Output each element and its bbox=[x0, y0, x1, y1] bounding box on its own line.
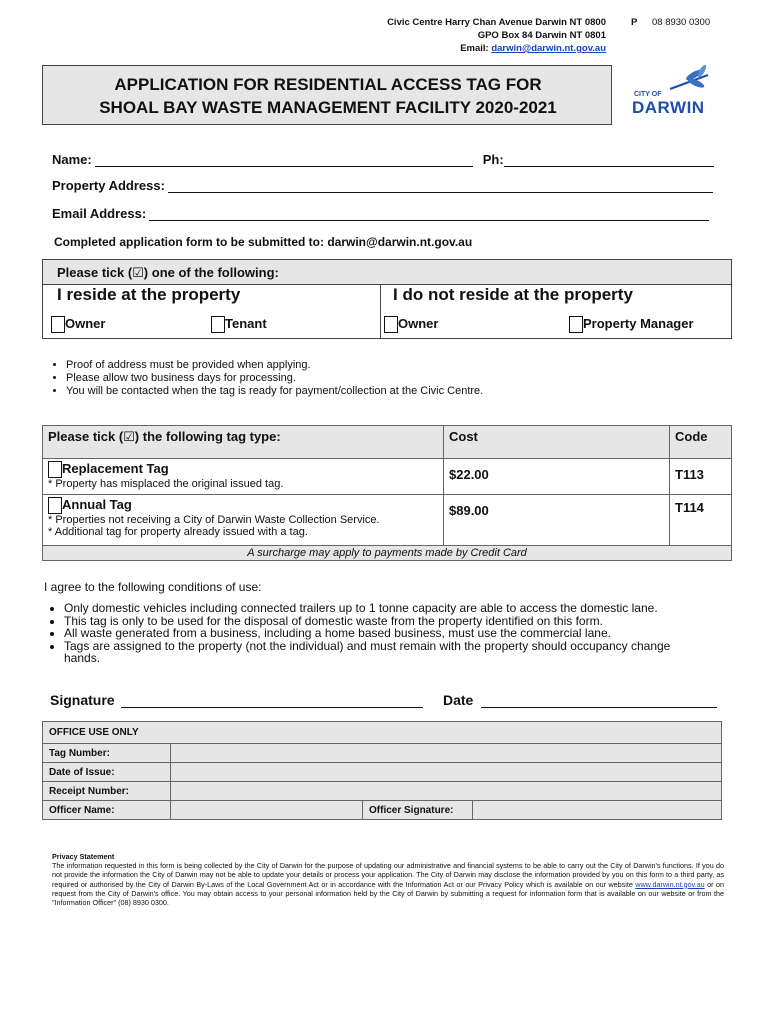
officer-name-label: Officer Name: bbox=[43, 801, 171, 820]
officer-name-input[interactable] bbox=[171, 801, 363, 820]
form-title-line1: APPLICATION FOR RESIDENTIAL ACCESS TAG FOR bbox=[114, 75, 542, 94]
email-address-input[interactable] bbox=[149, 208, 709, 221]
date-of-issue-label: Date of Issue: bbox=[43, 763, 171, 782]
owner-option[interactable] bbox=[51, 316, 105, 333]
header-code: Code bbox=[670, 426, 732, 459]
receipt-number-label: Receipt Number: bbox=[43, 782, 171, 801]
title-box bbox=[42, 65, 730, 125]
conditions-list bbox=[44, 602, 734, 665]
tenant-checkbox[interactable] bbox=[211, 316, 225, 333]
submit-note: Completed application form to be submitted to: darwin@darwin.nt.gov.au bbox=[54, 235, 473, 249]
note-item: • You will be contacted when the tag is ready for payment/collection at the Civic Centre. bbox=[66, 385, 726, 398]
notes-list bbox=[46, 359, 726, 398]
surcharge-row bbox=[43, 546, 732, 561]
condition-item: • All waste generated from a business, including a home based business, must use the commercial lane. bbox=[64, 627, 734, 640]
header-cost: Cost bbox=[444, 426, 670, 459]
tag-number-label: Tag Number: bbox=[43, 744, 171, 763]
officer-signature-label: Officer Signature: bbox=[363, 801, 473, 820]
replacement-tag-checkbox[interactable] bbox=[48, 461, 62, 478]
tenant-label: Tenant bbox=[225, 316, 267, 331]
header-tag-type: Please tick (☑) the following tag type: bbox=[43, 426, 444, 459]
header-phone-label: P bbox=[631, 17, 638, 28]
header-address-line1: Civic Centre Harry Chan Avenue Darwin NT 0800 bbox=[387, 17, 606, 28]
condition-item: • Only domestic vehicles including connected trailers up to 1 tonne capacity are able to access the domestic lane. bbox=[64, 602, 734, 615]
property-manager-label: Property Manager bbox=[583, 316, 694, 331]
owner-nonresident-option[interactable] bbox=[384, 316, 438, 333]
name-row bbox=[52, 152, 722, 167]
property-address-input[interactable] bbox=[168, 180, 713, 193]
replacement-tag-cost: $22.00 bbox=[444, 459, 670, 495]
header-address-line2: GPO Box 84 Darwin NT 0801 bbox=[477, 30, 606, 41]
date-input[interactable] bbox=[481, 695, 717, 708]
property-manager-checkbox[interactable] bbox=[569, 316, 583, 333]
privacy-text-after: or on request from the City of Darwin's office. You may obtain access to your personal information held by the City of Darwin by submitting a request for information form that is available on our website or from the "Information Officer" (08) 8930 0300. bbox=[52, 879, 725, 908]
email-row bbox=[52, 206, 722, 221]
residence-tick-label: Please tick (☑) one of the following: bbox=[57, 265, 279, 280]
owner-label: Owner bbox=[65, 316, 106, 331]
conditions-intro: I agree to the following conditions of use: bbox=[44, 580, 262, 594]
tag-number-input[interactable] bbox=[171, 744, 722, 763]
header-email bbox=[300, 43, 606, 54]
logo-city-of: CITY OF bbox=[634, 91, 662, 98]
condition-item: • Tags are assigned to the property (not the individual) and must remain with the property should occupancy change hands. bbox=[64, 640, 704, 665]
form-title bbox=[43, 73, 613, 119]
office-use-table bbox=[42, 721, 722, 820]
not-reside-heading: I do not reside at the property bbox=[393, 285, 633, 304]
logo-darwin: DARWIN bbox=[632, 98, 705, 117]
privacy-heading: Privacy Statement bbox=[52, 852, 115, 861]
office-use-heading: OFFICE USE ONLY bbox=[43, 722, 722, 744]
table-header-row bbox=[43, 426, 732, 459]
annual-tag-checkbox[interactable] bbox=[48, 497, 62, 514]
table-row bbox=[43, 459, 732, 495]
owner-checkbox[interactable] bbox=[51, 316, 65, 333]
table-row bbox=[43, 495, 732, 546]
replacement-tag-desc: * Property has misplaced the original issued tag. bbox=[48, 478, 284, 491]
owner-nonresident-checkbox[interactable] bbox=[384, 316, 398, 333]
property-address-label: Property Address: bbox=[52, 178, 165, 193]
annual-tag-desc2: * Additional tag for property already issued with a tag. bbox=[48, 526, 308, 539]
phone-input[interactable] bbox=[504, 154, 714, 167]
annual-tag-cell bbox=[43, 495, 444, 546]
property-address-row bbox=[52, 178, 722, 193]
header-email-link[interactable]: darwin@darwin.nt.gov.au bbox=[491, 43, 606, 54]
city-of-darwin-logo bbox=[611, 65, 731, 125]
privacy-text-before: The information requested in this form is being collected by the City of Darwin for the purpose of updating our administrative and financial systems to be able to carry out the City of Darwin's functions. If you do not provide the information the City of Darwin may not be able to update your details or process your application. The City of Darwin may disclose the information provided by you on this form to a third party, as required or authorised by the City of Darwin By-Laws of the Local Government Act or in accordance with the Information Act or our Privacy Policy which is available on our website bbox=[52, 861, 724, 889]
header-phone-value: 08 8930 0300 bbox=[652, 17, 711, 28]
note-item: • Proof of address must be provided when applying. bbox=[66, 359, 726, 372]
signature-label: Signature bbox=[50, 692, 115, 708]
name-input[interactable] bbox=[95, 154, 473, 167]
name-label: Name: bbox=[52, 152, 92, 167]
replacement-tag-code: T113 bbox=[670, 459, 732, 495]
receipt-number-input[interactable] bbox=[171, 782, 722, 801]
form-title-line2: SHOAL BAY WASTE MANAGEMENT FACILITY 2020-2021 bbox=[99, 98, 557, 117]
annual-tag-code: T114 bbox=[670, 495, 732, 546]
header-email-label: Email: bbox=[460, 43, 489, 54]
residence-box bbox=[42, 259, 732, 339]
residence-divider bbox=[380, 284, 381, 338]
owner-nonresident-label: Owner bbox=[398, 316, 439, 331]
signature-input[interactable] bbox=[121, 695, 423, 708]
officer-signature-input[interactable] bbox=[473, 801, 722, 820]
replacement-tag-name: Replacement Tag bbox=[62, 461, 169, 476]
annual-tag-name: Annual Tag bbox=[62, 497, 132, 512]
privacy-statement bbox=[52, 852, 724, 907]
reside-heading: I reside at the property bbox=[57, 285, 241, 304]
residence-tick-header bbox=[43, 260, 731, 285]
annual-tag-cost: $89.00 bbox=[444, 495, 670, 546]
property-manager-option[interactable] bbox=[569, 316, 694, 333]
date-row bbox=[443, 692, 717, 708]
condition-item: • This tag is only to be used for the disposal of domestic waste from the property identified on this form. bbox=[64, 615, 734, 628]
ph-label: Ph: bbox=[482, 152, 504, 167]
note-item: • Please allow two business days for processing. bbox=[66, 372, 726, 385]
date-of-issue-input[interactable] bbox=[171, 763, 722, 782]
signature-row bbox=[50, 692, 423, 708]
email-address-label: Email Address: bbox=[52, 206, 147, 221]
surcharge-note: A surcharge may apply to payments made by Credit Card bbox=[43, 546, 732, 561]
tenant-option[interactable] bbox=[211, 316, 267, 333]
annual-tag-desc1: * Properties not receiving a City of Darwin Waste Collection Service. bbox=[48, 514, 380, 527]
tag-type-table bbox=[42, 425, 732, 561]
date-label: Date bbox=[443, 692, 474, 708]
replacement-tag-cell bbox=[43, 459, 444, 495]
privacy-website-link[interactable]: www.darwin.nt.gov.au bbox=[635, 879, 705, 889]
